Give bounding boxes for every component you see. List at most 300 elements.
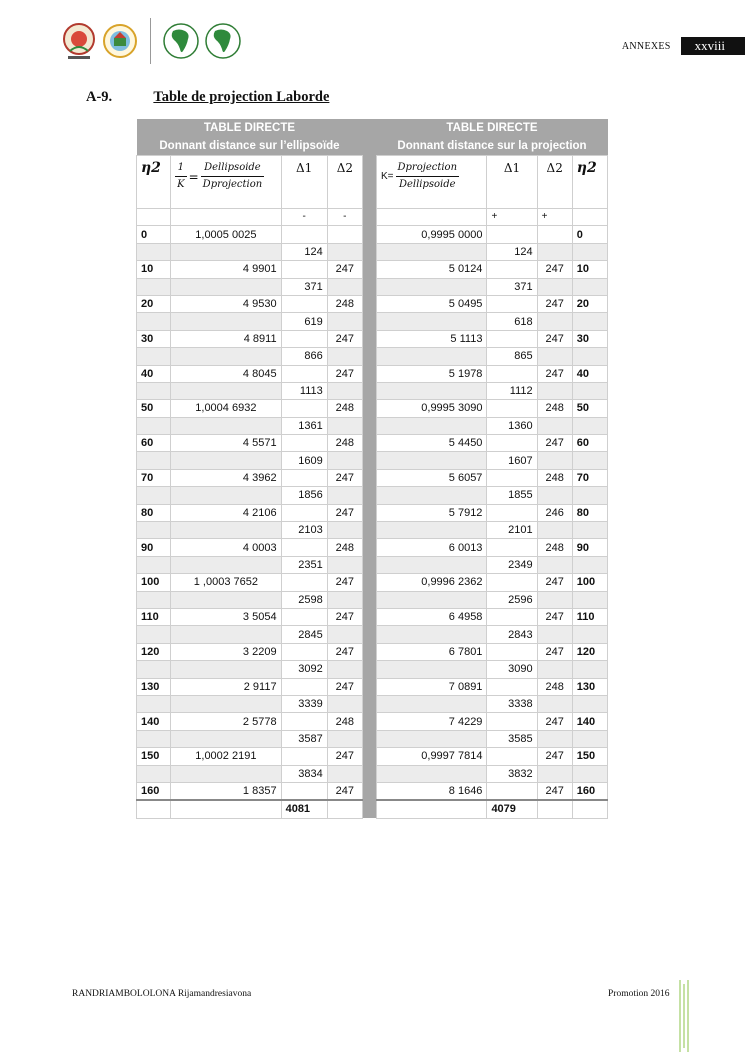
diff-empty xyxy=(572,765,607,782)
left-delta2-value: 247 xyxy=(327,504,362,521)
diff-empty xyxy=(376,626,486,643)
eta-value-right: 90 xyxy=(572,539,607,556)
eta-value-right: 80 xyxy=(572,504,607,521)
right-delta2-value: 247 xyxy=(537,643,572,660)
diff-empty xyxy=(537,452,572,469)
table-title-row-2 xyxy=(137,137,608,156)
left-delta1-cell xyxy=(281,608,327,625)
right-delta1-cell xyxy=(487,678,537,695)
diff-empty xyxy=(537,417,572,434)
right-delta2-value: 246 xyxy=(537,504,572,521)
eta-value-right: 60 xyxy=(572,435,607,452)
column-gap xyxy=(362,678,376,695)
right-title-2: Donnant distance sur la projection xyxy=(376,137,607,156)
left-delta2-header: Δ2 xyxy=(327,156,362,209)
column-gap xyxy=(362,730,376,747)
page-header xyxy=(622,37,745,55)
left-delta2-value: 247 xyxy=(327,608,362,625)
left-k-value: 4 8045 xyxy=(171,365,281,382)
eta-value-right: 110 xyxy=(572,608,607,625)
diff-empty xyxy=(137,522,171,539)
left-delta2-value xyxy=(327,226,362,243)
column-header-row xyxy=(137,156,608,209)
column-gap xyxy=(362,469,376,486)
right-delta2-header: Δ2 xyxy=(537,156,572,209)
left-k-value: 1,0004 6932 xyxy=(171,400,281,417)
diff-empty xyxy=(572,730,607,747)
right-delta1-value: 371 xyxy=(487,278,537,295)
eta-value: 140 xyxy=(137,713,171,730)
right-k-value: 7 4229 xyxy=(376,713,486,730)
eta-value: 70 xyxy=(137,469,171,486)
diff-empty xyxy=(171,695,281,712)
diff-empty xyxy=(327,522,362,539)
left-delta2-value: 248 xyxy=(327,435,362,452)
diff-empty xyxy=(327,591,362,608)
table-row xyxy=(137,782,608,800)
diff-empty xyxy=(572,243,607,260)
eta-value-right: 40 xyxy=(572,365,607,382)
right-delta1-value: 865 xyxy=(487,348,537,365)
diff-empty xyxy=(137,730,171,747)
right-eta-header: η2 xyxy=(572,156,607,209)
africa-map-logo-icon xyxy=(163,21,199,61)
left-delta2-value: 248 xyxy=(327,539,362,556)
column-gap xyxy=(362,330,376,347)
left-delta2-value: 248 xyxy=(327,400,362,417)
column-gap xyxy=(362,661,376,678)
eta-value: 110 xyxy=(137,608,171,625)
diff-empty xyxy=(572,522,607,539)
eta-value-right: 50 xyxy=(572,400,607,417)
left-k-value: 1,0005 0025 xyxy=(171,226,281,243)
column-gap xyxy=(362,452,376,469)
left-total: 4081 xyxy=(281,800,327,818)
left-eta-header: η2 xyxy=(137,156,171,209)
diff-empty xyxy=(171,278,281,295)
left-formula-header: $\frac{1}{K}$ = $\frac{\text{Dellipsoide}}{\text{Dprojection}}$ xyxy=(171,156,281,209)
diff-empty xyxy=(327,626,362,643)
right-delta1-value: 1607 xyxy=(487,452,537,469)
left-delta1-value: 1113 xyxy=(281,382,327,399)
right-delta1-cell xyxy=(487,330,537,347)
diff-empty xyxy=(572,278,607,295)
table-row xyxy=(137,330,608,347)
diff-empty xyxy=(327,417,362,434)
right-k-value: 6 4958 xyxy=(376,608,486,625)
right-k-value: 5 1113 xyxy=(376,330,486,347)
left-delta1-cell xyxy=(281,435,327,452)
left-delta2-value: 247 xyxy=(327,643,362,660)
column-gap xyxy=(362,713,376,730)
right-title-1: TABLE DIRECTE xyxy=(376,119,607,137)
right-delta1-cell xyxy=(487,365,537,382)
left-delta1-value: 1856 xyxy=(281,487,327,504)
eta-value: 80 xyxy=(137,504,171,521)
total-empty xyxy=(376,800,486,818)
diff-empty xyxy=(137,695,171,712)
diff-empty xyxy=(137,417,171,434)
left-delta1-value: 2351 xyxy=(281,556,327,573)
column-gap xyxy=(362,574,376,591)
left-delta1-cell xyxy=(281,330,327,347)
left-delta1-cell xyxy=(281,365,327,382)
column-gap xyxy=(362,626,376,643)
right-k-value: 7 0891 xyxy=(376,678,486,695)
diff-empty xyxy=(537,695,572,712)
left-k-value: 2 5778 xyxy=(171,713,281,730)
table-row xyxy=(137,713,608,730)
right-k-value: 5 7912 xyxy=(376,504,486,521)
right-delta2-value: 247 xyxy=(537,748,572,765)
footer-decoration-lines xyxy=(678,980,692,1052)
diff-empty xyxy=(327,695,362,712)
left-delta1-cell xyxy=(281,469,327,486)
diff-empty xyxy=(171,591,281,608)
left-k-value: 4 3962 xyxy=(171,469,281,486)
section-number: A-9. xyxy=(86,89,113,105)
left-delta1-cell xyxy=(281,713,327,730)
right-delta2-value: 247 xyxy=(537,261,572,278)
difference-row xyxy=(137,487,608,504)
left-delta2-value: 247 xyxy=(327,469,362,486)
left-delta2-value: 247 xyxy=(327,748,362,765)
left-delta2-value: 247 xyxy=(327,678,362,695)
table-row xyxy=(137,643,608,660)
diff-empty xyxy=(376,278,486,295)
diff-empty xyxy=(171,765,281,782)
left-delta1-cell xyxy=(281,261,327,278)
right-delta1-cell xyxy=(487,295,537,312)
diff-empty xyxy=(376,730,486,747)
eta-value: 20 xyxy=(137,295,171,312)
diff-empty xyxy=(537,487,572,504)
difference-row xyxy=(137,626,608,643)
table-row xyxy=(137,469,608,486)
difference-row xyxy=(137,243,608,260)
diff-empty xyxy=(572,695,607,712)
right-delta2-value: 247 xyxy=(537,782,572,800)
diff-empty xyxy=(137,765,171,782)
right-delta2-value: 247 xyxy=(537,295,572,312)
right-delta1-cell xyxy=(487,643,537,660)
column-gap xyxy=(362,608,376,625)
right-delta1-value: 2349 xyxy=(487,556,537,573)
diff-empty xyxy=(137,452,171,469)
right-delta1-cell xyxy=(487,400,537,417)
right-delta2-value: 248 xyxy=(537,469,572,486)
right-k-value: 8 1646 xyxy=(376,782,486,800)
diff-empty xyxy=(537,313,572,330)
right-k-value: 6 0013 xyxy=(376,539,486,556)
column-gap xyxy=(362,556,376,573)
sign-cell xyxy=(171,209,281,226)
footer-promotion: Promotion 2016 xyxy=(608,989,670,999)
left-delta1-value: 1609 xyxy=(281,452,327,469)
column-gap xyxy=(362,137,376,156)
left-delta1-value: 3092 xyxy=(281,661,327,678)
left-delta1-sign: - xyxy=(281,209,327,226)
right-delta2-value: 247 xyxy=(537,330,572,347)
left-delta1-cell xyxy=(281,504,327,521)
eta-value-right: 0 xyxy=(572,226,607,243)
left-delta1-cell xyxy=(281,782,327,800)
diff-empty xyxy=(376,348,486,365)
eta-value: 0 xyxy=(137,226,171,243)
diff-empty xyxy=(171,556,281,573)
table-row xyxy=(137,435,608,452)
diff-empty xyxy=(537,278,572,295)
diff-empty xyxy=(537,730,572,747)
sign-cell xyxy=(572,209,607,226)
diff-empty xyxy=(376,417,486,434)
right-total: 4079 xyxy=(487,800,537,818)
right-delta1-value: 3090 xyxy=(487,661,537,678)
right-delta1-cell xyxy=(487,226,537,243)
right-delta2-sign: + xyxy=(537,209,572,226)
left-delta1-value: 371 xyxy=(281,278,327,295)
right-delta2-value: 247 xyxy=(537,608,572,625)
diff-empty xyxy=(572,348,607,365)
left-title-1: TABLE DIRECTE xyxy=(137,119,363,137)
diff-empty xyxy=(171,626,281,643)
left-delta1-cell xyxy=(281,295,327,312)
right-delta2-value: 247 xyxy=(537,365,572,382)
total-empty xyxy=(137,800,171,818)
right-delta1-value: 124 xyxy=(487,243,537,260)
column-gap xyxy=(362,539,376,556)
right-k-value: 5 0495 xyxy=(376,295,486,312)
left-delta1-value: 866 xyxy=(281,348,327,365)
diff-empty xyxy=(171,243,281,260)
column-gap xyxy=(362,643,376,660)
column-gap xyxy=(362,348,376,365)
section-label: ANNEXES xyxy=(621,40,671,52)
eta-value-right: 20 xyxy=(572,295,607,312)
eta-value: 150 xyxy=(137,748,171,765)
difference-row xyxy=(137,556,608,573)
left-k-value: 4 9901 xyxy=(171,261,281,278)
right-k-value: 5 1978 xyxy=(376,365,486,382)
difference-row xyxy=(137,382,608,399)
eta-value-right: 120 xyxy=(572,643,607,660)
left-delta1-value: 2598 xyxy=(281,591,327,608)
left-delta2-value: 247 xyxy=(327,574,362,591)
right-delta1-cell xyxy=(487,435,537,452)
right-k-value: 5 4450 xyxy=(376,435,486,452)
diff-empty xyxy=(137,348,171,365)
column-gap xyxy=(362,591,376,608)
table-row xyxy=(137,261,608,278)
diff-empty xyxy=(171,417,281,434)
diff-empty xyxy=(572,487,607,504)
diff-empty xyxy=(376,382,486,399)
difference-row xyxy=(137,417,608,434)
eta-value-right: 140 xyxy=(572,713,607,730)
diff-empty xyxy=(327,382,362,399)
left-delta1-cell xyxy=(281,678,327,695)
eta-value: 60 xyxy=(137,435,171,452)
left-delta1-cell xyxy=(281,539,327,556)
diff-empty xyxy=(327,730,362,747)
diff-empty xyxy=(171,348,281,365)
page-number: xxviii xyxy=(681,37,745,55)
table-row xyxy=(137,365,608,382)
diff-empty xyxy=(327,278,362,295)
column-gap xyxy=(362,487,376,504)
diff-empty xyxy=(137,661,171,678)
column-gap xyxy=(362,800,376,818)
diff-empty xyxy=(537,348,572,365)
diff-empty xyxy=(376,313,486,330)
eta-value-right: 70 xyxy=(572,469,607,486)
diff-empty xyxy=(171,313,281,330)
eta-value-right: 150 xyxy=(572,748,607,765)
left-delta2-value: 247 xyxy=(327,330,362,347)
diff-empty xyxy=(327,661,362,678)
right-delta1-value: 2101 xyxy=(487,522,537,539)
left-delta2-value: 248 xyxy=(327,295,362,312)
column-gap xyxy=(362,209,376,226)
column-gap xyxy=(362,313,376,330)
africa-map-logo-icon-2 xyxy=(205,21,241,61)
diff-empty xyxy=(572,626,607,643)
right-delta1-cell xyxy=(487,713,537,730)
eta-value: 120 xyxy=(137,643,171,660)
diff-empty xyxy=(537,382,572,399)
diff-empty xyxy=(572,591,607,608)
right-delta1-cell xyxy=(487,261,537,278)
diff-empty xyxy=(171,730,281,747)
eta-value: 100 xyxy=(137,574,171,591)
left-k-value: 2 9117 xyxy=(171,678,281,695)
diff-empty xyxy=(327,556,362,573)
left-delta1-cell xyxy=(281,643,327,660)
diff-empty xyxy=(537,765,572,782)
diff-empty xyxy=(137,487,171,504)
diff-empty xyxy=(537,522,572,539)
column-gap xyxy=(362,417,376,434)
right-k-value: 6 7801 xyxy=(376,643,486,660)
eta-value-right: 100 xyxy=(572,574,607,591)
column-gap xyxy=(362,119,376,137)
column-gap xyxy=(362,295,376,312)
diff-empty xyxy=(171,487,281,504)
diff-empty xyxy=(327,243,362,260)
laborde-projection-table xyxy=(136,119,608,819)
left-delta1-cell xyxy=(281,400,327,417)
diff-empty xyxy=(137,556,171,573)
right-delta1-value: 2843 xyxy=(487,626,537,643)
diff-empty xyxy=(137,626,171,643)
left-k-value: 4 0003 xyxy=(171,539,281,556)
right-delta2-value: 248 xyxy=(537,678,572,695)
right-delta1-value: 3585 xyxy=(487,730,537,747)
header-logos xyxy=(62,18,241,64)
diff-empty xyxy=(376,661,486,678)
table-row xyxy=(137,678,608,695)
column-gap xyxy=(362,365,376,382)
right-k-value: 0,9997 7814 xyxy=(376,748,486,765)
table-row xyxy=(137,608,608,625)
diff-empty xyxy=(171,522,281,539)
diff-empty xyxy=(376,591,486,608)
difference-row xyxy=(137,452,608,469)
left-delta1-value: 2103 xyxy=(281,522,327,539)
diff-empty xyxy=(327,348,362,365)
right-delta1-value: 2596 xyxy=(487,591,537,608)
right-delta2-value: 247 xyxy=(537,435,572,452)
diff-empty xyxy=(137,591,171,608)
left-k-value: 3 2209 xyxy=(171,643,281,660)
column-gap xyxy=(362,261,376,278)
sign-row xyxy=(137,209,608,226)
column-gap xyxy=(362,278,376,295)
diff-empty xyxy=(376,695,486,712)
diff-empty xyxy=(572,661,607,678)
left-title-2: Donnant distance sur l’ellipsoïde xyxy=(137,137,363,156)
right-delta1-value: 1112 xyxy=(487,382,537,399)
table-row xyxy=(137,295,608,312)
diff-empty xyxy=(171,452,281,469)
column-gap xyxy=(362,435,376,452)
eta-value: 50 xyxy=(137,400,171,417)
column-gap xyxy=(362,382,376,399)
table-row xyxy=(137,504,608,521)
column-gap xyxy=(362,748,376,765)
left-k-value: 4 8911 xyxy=(171,330,281,347)
diff-empty xyxy=(171,661,281,678)
diff-empty xyxy=(327,487,362,504)
table-row xyxy=(137,400,608,417)
diff-empty xyxy=(376,522,486,539)
sign-cell xyxy=(137,209,171,226)
table-row xyxy=(137,748,608,765)
diff-empty xyxy=(171,382,281,399)
left-delta1-cell xyxy=(281,748,327,765)
left-k-value: 4 2106 xyxy=(171,504,281,521)
diff-empty xyxy=(537,556,572,573)
difference-row xyxy=(137,661,608,678)
right-k-value: 5 6057 xyxy=(376,469,486,486)
right-delta2-value: 248 xyxy=(537,400,572,417)
eta-value: 160 xyxy=(137,782,171,800)
right-k-value: 0,9995 3090 xyxy=(376,400,486,417)
right-k-value: 0,9996 2362 xyxy=(376,574,486,591)
left-k-value: 1,0002 2191 xyxy=(171,748,281,765)
right-delta1-cell xyxy=(487,748,537,765)
left-delta1-value: 3339 xyxy=(281,695,327,712)
right-delta1-value: 3338 xyxy=(487,695,537,712)
difference-row xyxy=(137,522,608,539)
right-delta1-cell xyxy=(487,539,537,556)
diff-empty xyxy=(572,382,607,399)
right-delta1-value: 618 xyxy=(487,313,537,330)
table-title-row-1 xyxy=(137,119,608,137)
left-delta2-sign: - xyxy=(327,209,362,226)
difference-row xyxy=(137,765,608,782)
difference-row xyxy=(137,278,608,295)
left-delta1-header: Δ1 xyxy=(281,156,327,209)
left-delta1-cell xyxy=(281,574,327,591)
left-delta1-value: 3834 xyxy=(281,765,327,782)
university-logo-icon xyxy=(102,21,138,61)
diff-empty xyxy=(327,765,362,782)
right-delta2-value: 248 xyxy=(537,539,572,556)
right-delta2-value: 247 xyxy=(537,713,572,730)
column-gap xyxy=(362,504,376,521)
column-gap xyxy=(362,243,376,260)
